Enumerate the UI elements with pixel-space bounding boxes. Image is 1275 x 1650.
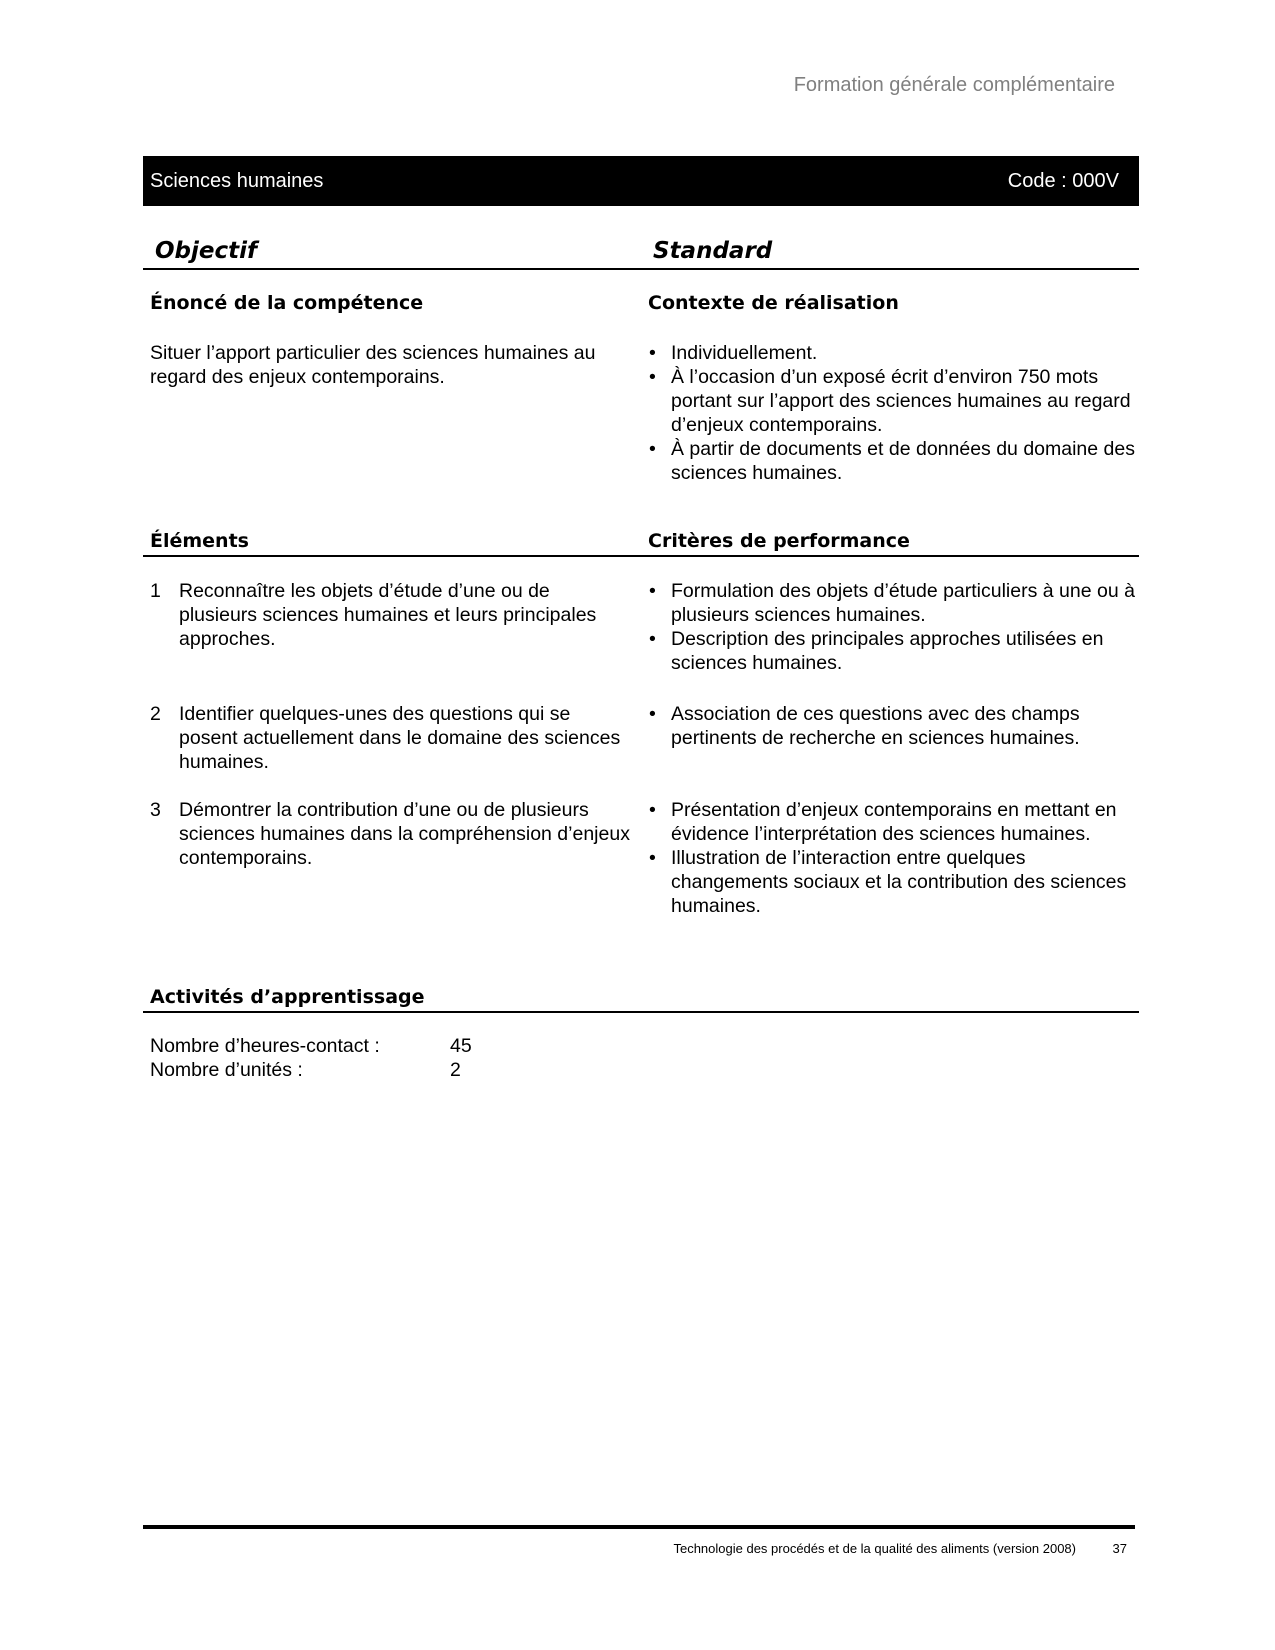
elements-heading: Éléments (150, 530, 249, 552)
fact-row (150, 1034, 472, 1058)
divider (143, 268, 1139, 270)
criteres-list (647, 702, 1137, 750)
fact-label: Nombre d’heures-contact : (150, 1035, 380, 1057)
enonce-heading: Énoncé de la compétence (150, 292, 424, 314)
course-code: Code : 000V (1007, 169, 1119, 192)
list-item: • Illustration de l’interaction entre quelques changements sociaux et la contribution des sciences humaines. (647, 846, 1137, 918)
contexte-list (647, 341, 1137, 485)
title-bar (143, 156, 1139, 206)
element-number: 1 (150, 580, 161, 602)
list-item: • Association de ces questions avec des champs pertinents de recherche en sciences humaines. (647, 702, 1137, 750)
fact-label: Nombre d’unités : (150, 1059, 303, 1081)
fact-value: 2 (450, 1059, 461, 1081)
subject-title: Sciences humaines (150, 169, 324, 192)
enonce-text: Situer l’apport particulier des sciences humaines au regard des enjeux contemporains. (150, 342, 596, 388)
element-number: 3 (150, 799, 161, 821)
list-item: • Description des principales approches utilisées en sciences humaines. (647, 627, 1137, 675)
list-item: • À partir de documents et de données du domaine des sciences humaines. (647, 437, 1137, 485)
list-item: • À l’occasion d’un exposé écrit d’environ 750 mots portant sur l’apport des sciences humaines au regard d’enjeux contemporains. (647, 365, 1137, 437)
divider (143, 1011, 1139, 1013)
element-item (150, 579, 630, 651)
element-number: 2 (150, 703, 161, 725)
column-heading-objectif: Objectif (155, 238, 258, 264)
element-item (150, 798, 630, 870)
divider (143, 555, 1139, 557)
list-item: • Individuellement. (647, 341, 1137, 365)
element-text: Démontrer la contribution d’une ou de plusieurs sciences humaines dans la compréhension d’enjeux contemporains. (179, 799, 630, 869)
element-item (150, 702, 630, 774)
criteres-list (647, 579, 1137, 675)
fact-row (150, 1058, 472, 1082)
element-text: Reconnaître les objets d’étude d’une ou de plusieurs sciences humaines et leurs principales approches. (179, 580, 597, 650)
fact-value: 45 (450, 1035, 472, 1057)
activites-facts (150, 1034, 472, 1082)
page-number: 37 (1112, 1541, 1127, 1556)
footer-divider (143, 1525, 1135, 1529)
element-text: Identifier quelques-unes des questions qui se posent actuellement dans le domaine des sciences humaines. (179, 703, 621, 773)
list-item: • Formulation des objets d’étude particuliers à une ou à plusieurs sciences humaines. (647, 579, 1137, 627)
column-heading-standard: Standard (653, 238, 773, 264)
list-item: • Présentation d’enjeux contemporains en mettant en évidence l’interprétation des sciences humaines. (647, 798, 1137, 846)
criteres-heading: Critères de performance (648, 530, 910, 552)
running-header: Formation générale complémentaire (793, 74, 1115, 96)
footer-title (673, 1541, 1110, 1556)
activites-heading: Activités d’apprentissage (150, 986, 425, 1008)
criteres-list (647, 798, 1137, 918)
contexte-heading: Contexte de réalisation (648, 292, 899, 314)
footer-title-text: Technologie des procédés et de la qualité des aliments (version 2008) (673, 1541, 1076, 1556)
